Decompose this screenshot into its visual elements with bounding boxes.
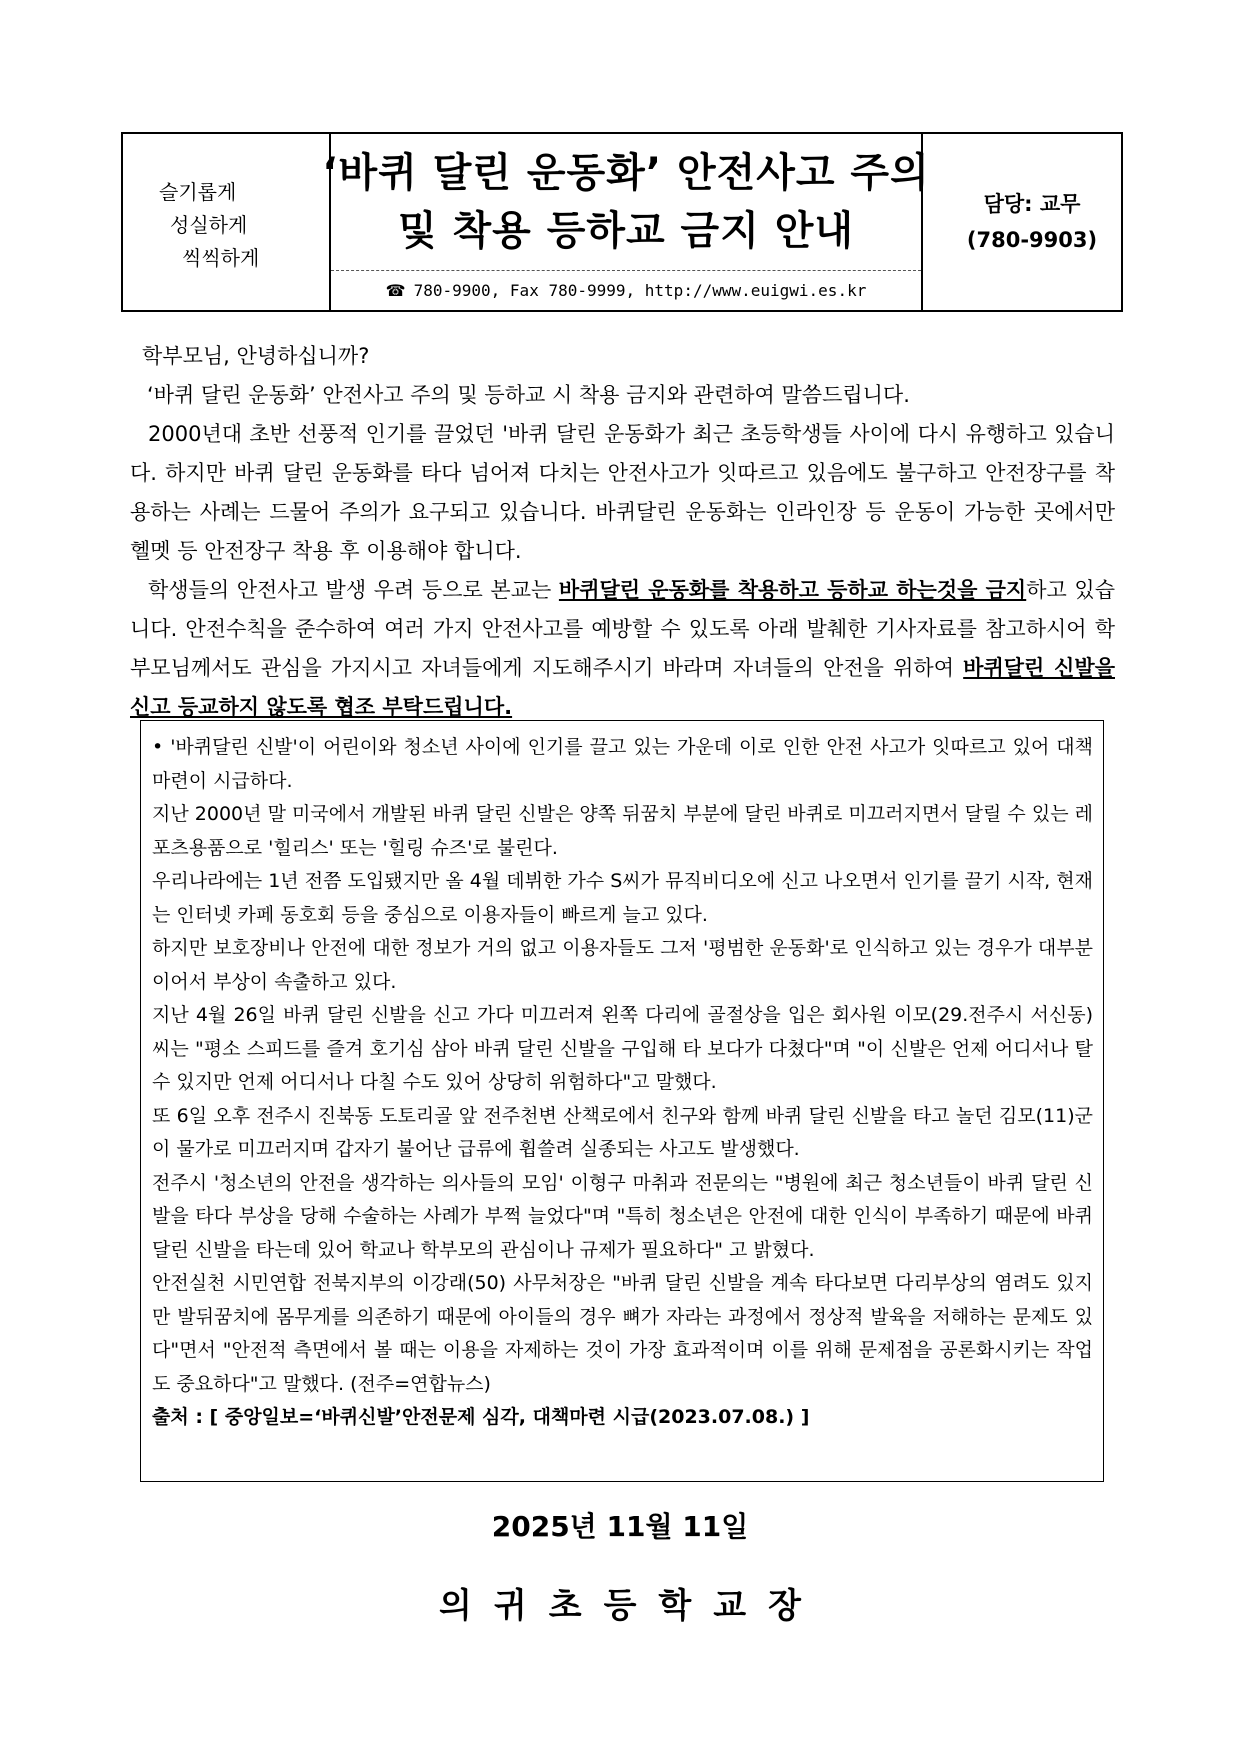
article-paragraph: • '바퀴달린 신발'이 어린이와 청소년 사이에 인기를 끌고 있는 가운데 이로 인한 안전 사고가 잇따르고 있어 대책마련이 시급하다. — [152, 736, 1093, 792]
contact-text: 780-9900, Fax 780-9999, http://www.euigwi.es.kr — [413, 281, 867, 300]
para2-emphasis-2: 바퀴달린 신발을 신고 등교하지 않도록 협조 부탁드립니다. — [130, 656, 1115, 719]
article-paragraph: 안전실천 시민연합 전북지부의 이강래(50) 사무처장은 "바퀴 달린 신발을 계속 타다보면 다리부상의 염려도 있지만 발뒤꿈치에 몸무게를 의존하기 때문에 아이들의 경우 뼈가 자라는 과정에서 정상적 발육을 저해하는 문제도 있다"면서 "안전적 측면에서 볼 때는 이용을 자제하는 것이 가장 효과적이며 이를 위해 문제점을 공론화시키는 작업도 중요하다"고 말했다. (전주=연합뉴스) — [152, 1272, 1093, 1395]
phone-icon: ☎ — [385, 281, 406, 300]
para2-text-b: 하고 있습니다. 안전수칙을 준수하여 여러 가지 안전사고를 예방할 수 있도록 아래 발췌한 기사자료를 참고하시어 학부모님께서도 관심을 가지시고 자녀들에게 지도해주시기 바라며 자녀들의 안전을 위하여 — [130, 578, 1115, 680]
body-paragraph-1: 2000년대 초반 선풍적 인기를 끌었던 '바퀴 달린 운동화가 최근 초등학생들 사이에 다시 유행하고 있습니다. 하지만 바퀴 달린 운동화를 타다 넘어져 다치는 안전사고가 잇따르고 있음에도 불구하고 안전장구를 착용하는 사례는 드물어 주의가 요구되고 있습니다. 바퀴달린 운동화는 인라인장 등 운동이 가능한 곳에서만 헬멧 등 안전장구 착용 후 이용해야 합니다. — [130, 422, 1115, 563]
motto-line-3: 씩씩하게 — [182, 246, 260, 270]
article-paragraph: 하지만 보호장비나 안전에 대한 정보가 거의 없고 이용자들도 그저 '평범한 운동화'로 인식하고 있는 경우가 대부분이어서 부상이 속출하고 있다. — [152, 937, 1093, 993]
motto-line-2: 성실하게 — [170, 213, 248, 237]
charge-phone: (780-9903) — [966, 228, 1098, 252]
contact-info — [331, 271, 921, 310]
greeting: 학부모님, 안녕하십니까? — [142, 344, 370, 368]
header-center — [322, 134, 930, 310]
person-in-charge — [923, 134, 1121, 310]
article-paragraph: 지난 2000년 말 미국에서 개발된 바퀴 달린 신발은 양쪽 뒤꿈치 부분에 달린 바퀴로 미끄러지면서 달릴 수 있는 레포츠용품으로 '힐리스' 또는 '힐링 슈즈'로 불린다. — [152, 803, 1093, 859]
article-excerpt-box — [140, 720, 1104, 1482]
intro-paragraph: ‘바퀴 달린 운동화’ 안전사고 주의 및 등하교 시 착용 금지와 관련하여 말씀드립니다. — [147, 383, 910, 407]
letter-body — [130, 337, 1115, 727]
para2-emphasis-1: 바퀴달린 운동화를 착용하고 등하교 하는것을 금지 — [558, 578, 1027, 602]
para2-text-a: 학생들의 안전사고 발생 우려 등으로 본교는 — [148, 578, 559, 602]
title-area — [322, 134, 930, 271]
body-paragraph-2 — [130, 571, 1115, 727]
article-paragraph: 전주시 '청소년의 안전을 생각하는 의사들의 모임' 이형구 마취과 전문의는 "병원에 최근 청소년들이 바퀴 달린 신발을 타다 부상을 당해 수술하는 사례가 부쩍 늘었다"며 "특히 청소년은 안전에 대한 인식이 부족하기 때문에 바퀴 달린 신발을 타는데 있어 학교나 학부모의 관심이나 규제가 필요하다" 고 밝혔다. — [152, 1171, 1093, 1261]
school-motto — [123, 134, 331, 310]
article-paragraph: 우리나라에는 1년 전쯤 도입됐지만 올 4월 데뷔한 가수 S씨가 뮤직비디오에 신고 나오면서 인기를 끌기 시작, 현재는 인터넷 카페 동호회 등을 중심으로 이용자들이 빠르게 늘고 있다. — [152, 870, 1093, 926]
title-line-1: ‘바퀴 달린 운동화’ 안전사고 주의 — [322, 150, 930, 196]
motto-line-1: 슬기롭게 — [159, 180, 237, 204]
title-line-2: 및 착용 등하교 금지 안내 — [397, 208, 855, 254]
letter-date: 2025년 11월 11일 — [491, 1510, 749, 1543]
article-paragraph: 또 6일 오후 전주시 진북동 도토리골 앞 전주천변 산책로에서 친구와 함께 바퀴 달린 신발을 타고 놀던 김모(11)군이 물가로 미끄러지며 갑자기 불어난 급류에 휩쓸려 실종되는 사고도 발생했다. — [152, 1104, 1093, 1160]
article-source: 출처 : [ 중앙일보=‘바퀴신발’안전문제 심각, 대책마련 시급(2023.07.08.) ] — [152, 1406, 810, 1428]
principal-signature: 의귀초등학교장 — [439, 1586, 823, 1626]
letter-header — [121, 132, 1123, 312]
charge-label: 담당: 교무 — [983, 192, 1081, 216]
article-paragraph: 지난 4월 26일 바퀴 달린 신발을 신고 가다 미끄러져 왼쪽 다리에 골절상을 입은 회사원 이모(29.전주시 서신동)씨는 "평소 스피드를 즐겨 호기심 삼아 바퀴 달린 신발을 구입해 타 보다가 다쳤다"며 "이 신발은 언제 어디서나 탈 수 있지만 언제 어디서나 다칠 수도 있어 상당히 위험하다"고 말했다. — [152, 1004, 1093, 1093]
